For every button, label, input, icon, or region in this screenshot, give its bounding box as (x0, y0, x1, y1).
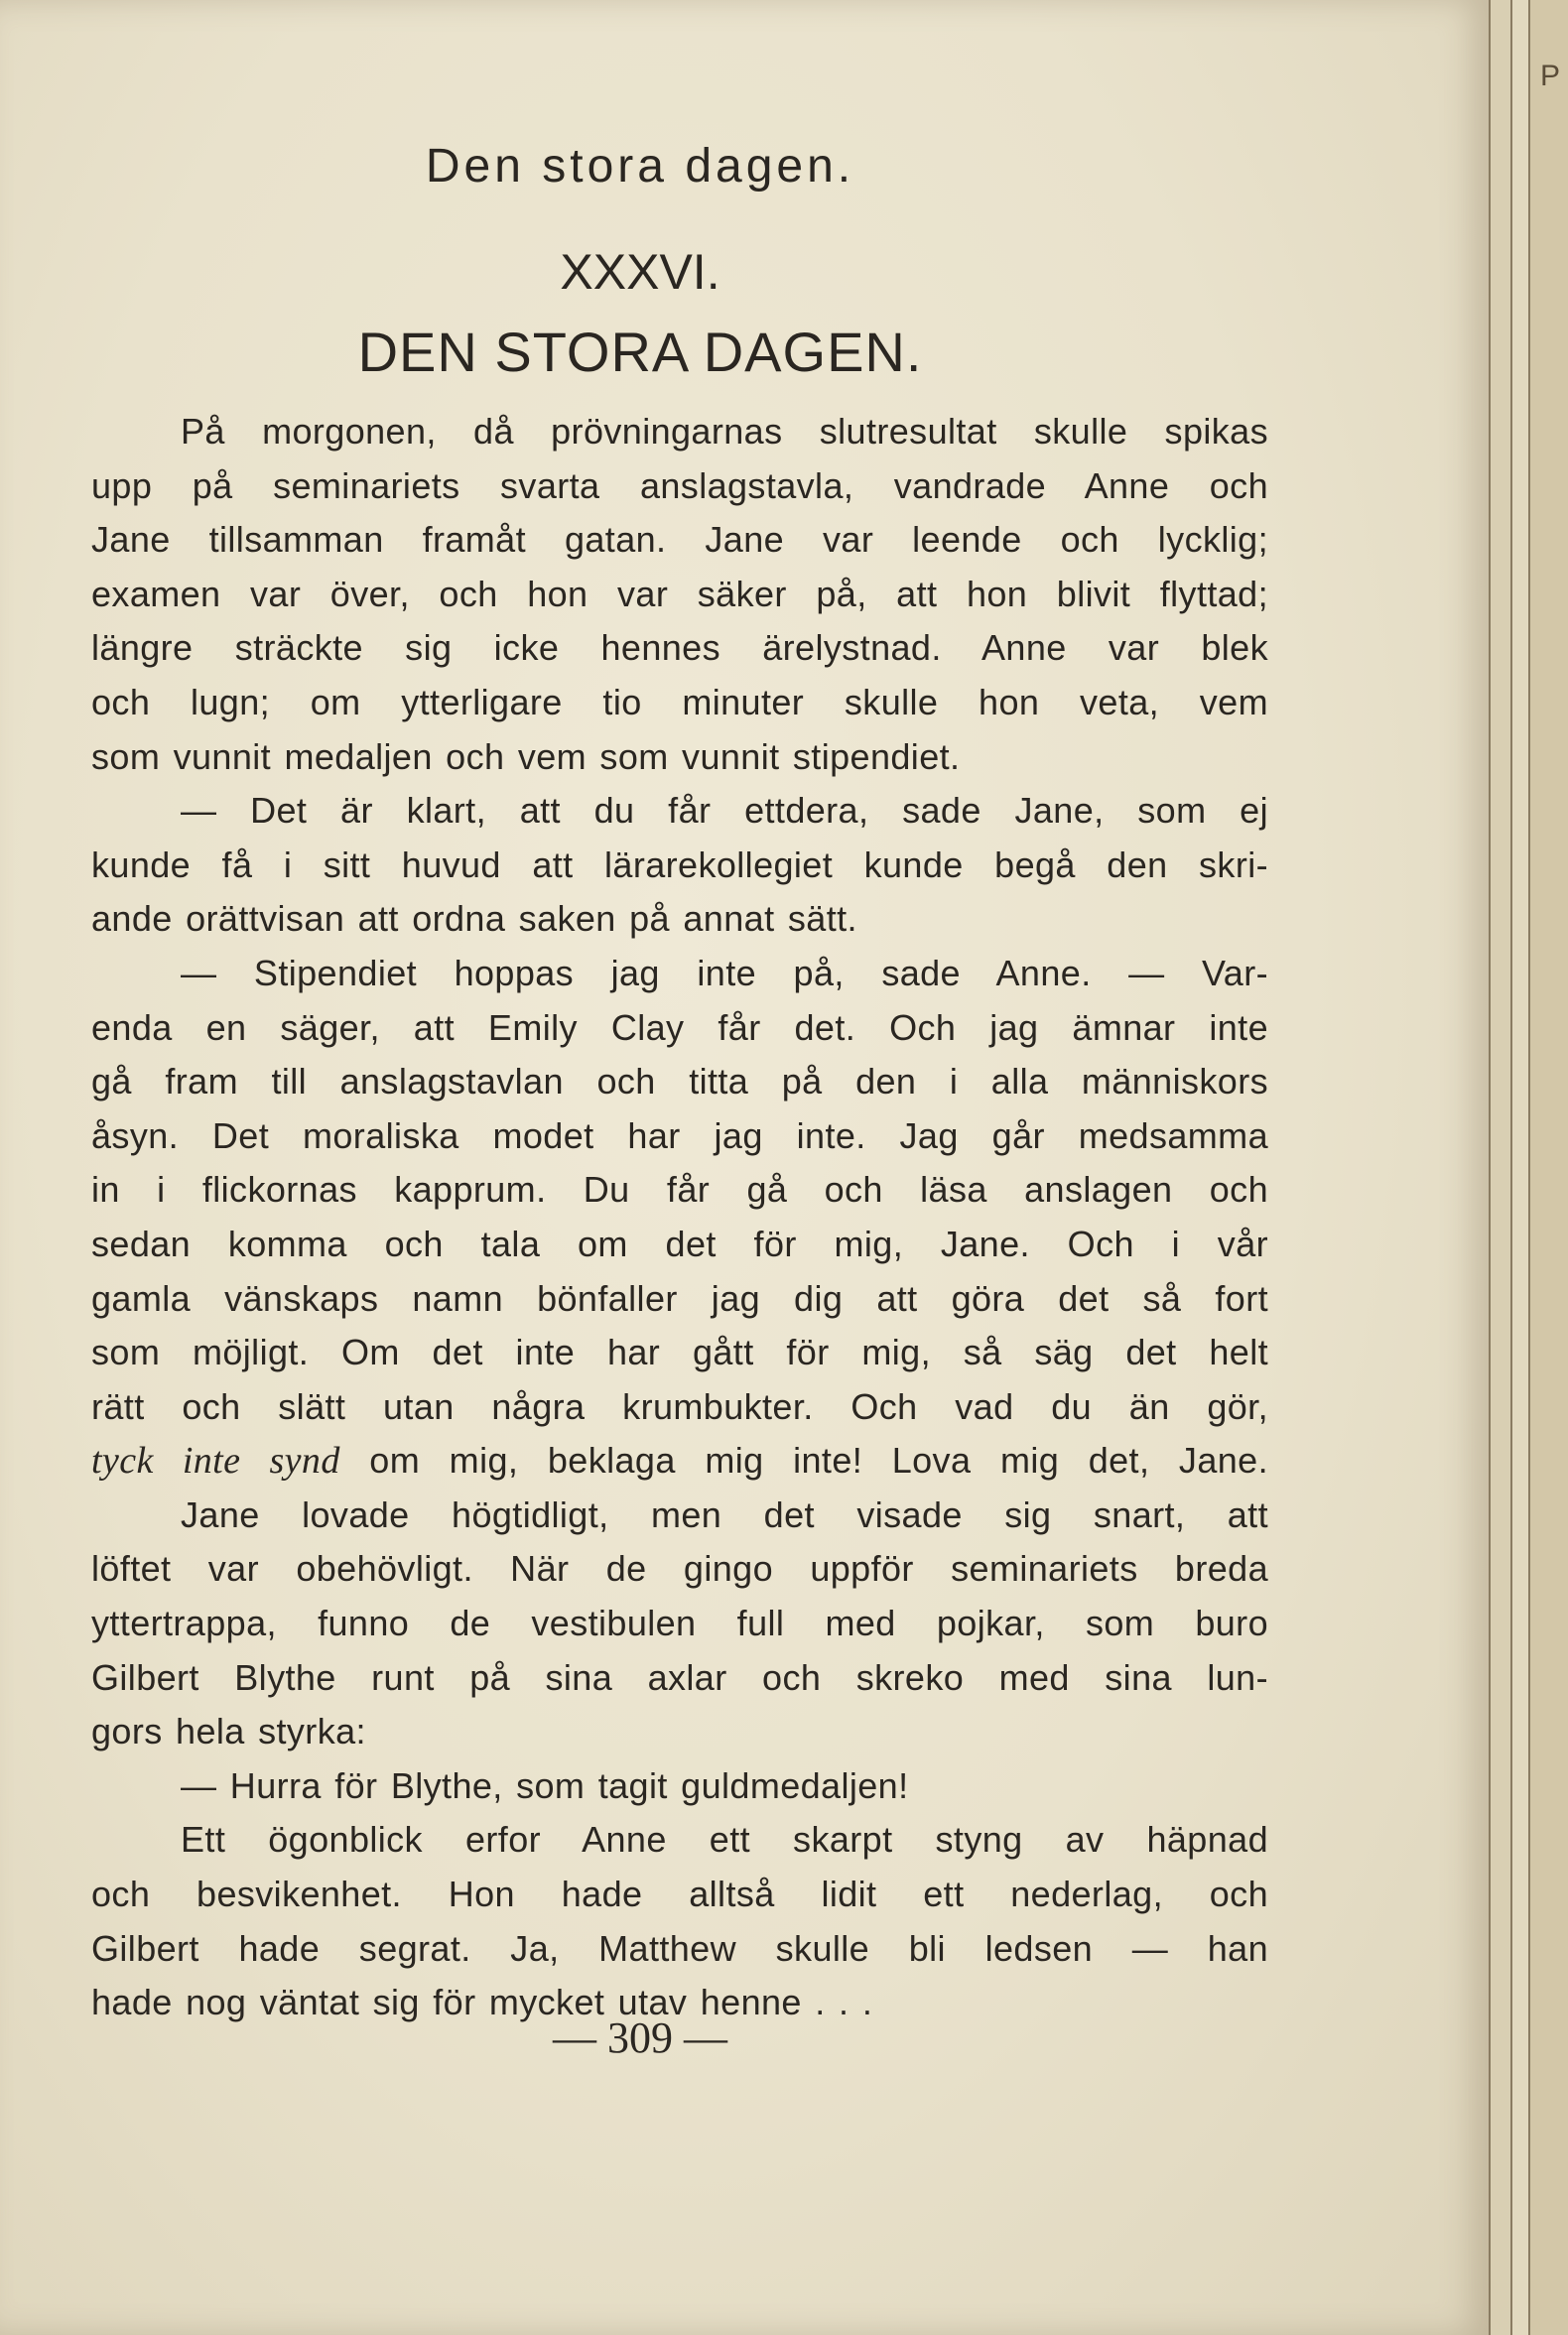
text-line: och besvikenhet. Hon hade alltså lidit ett nederlag, och (91, 1874, 1268, 1915)
text-line: gamla vänskaps namn bönfaller jag dig att göra det så fort (91, 1277, 1268, 1319)
text-line: hade nog väntat sig för mycket utav henne . . . (91, 1982, 873, 2023)
text-line: yttertrappa, funno de vestibulen full med pojkar, som buro (91, 1603, 1268, 1644)
text-line: — Hurra för Blythe, som tagit guldmedaljen! (181, 1764, 909, 1806)
text-line: in i flickornas kapprum. Du får gå och läsa anslagen och (91, 1169, 1268, 1211)
text-line: gå fram till anslagstavlan och titta på den i alla människors (91, 1061, 1268, 1103)
text-line: upp på seminariets svarta anslagstavla, vandrade Anne och (91, 464, 1268, 506)
italic-phrase: tyck inte synd (91, 1440, 340, 1483)
text-line: Ett ögonblick erfor Anne ett skarpt styng av häpnad (181, 1819, 1268, 1861)
text-line: löftet var obehövligt. När de gingo uppför seminariets breda (91, 1548, 1268, 1590)
text-line: gors hela styrka: (91, 1711, 366, 1752)
body-text (91, 405, 1268, 2030)
text-line: Jane lovade högtidligt, men det visade sig snart, att (181, 1493, 1268, 1535)
page-number: — 309 — (553, 2013, 727, 2062)
text-line: Gilbert hade segrat. Ja, Matthew skulle bli ledsen — han (91, 1927, 1268, 1969)
chapter-title: DEN STORA DAGEN. (357, 321, 923, 383)
text-line: kunde få i sitt huvud att lärarekollegiet kunde begå den skri- (91, 843, 1268, 885)
running-head: Den stora dagen. (425, 140, 855, 193)
text-line: sedan komma och tala om det för mig, Jane. Och i vår (91, 1223, 1268, 1264)
text-line: längre sträckte sig icke hennes ärelystnad. Anne var blek (91, 627, 1268, 669)
text-line: ande orättvisan att ordna saken på annat sätt. (91, 898, 857, 940)
edge-mark: P (1540, 60, 1561, 92)
text-line: som vunnit medaljen och vem som vunnit stipendiet. (91, 735, 961, 777)
text-line: åsyn. Det moraliska modet har jag inte. Jag går medsamma (91, 1114, 1268, 1156)
text-line: enda en säger, att Emily Clay får det. Och jag ämnar inte (91, 1006, 1268, 1048)
text-line: På morgonen, då prövningarnas slutresultat skulle spikas (181, 411, 1268, 452)
text-line-italic (91, 1434, 1268, 1489)
text-line: och lugn; om ytterligare tio minuter skulle hon veta, vem (91, 681, 1268, 722)
text-line: — Stipendiet hoppas jag inte på, sade Anne. — Var- (181, 952, 1268, 993)
text-line: examen var över, och hon var säker på, att hon blivit flyttad; (91, 573, 1268, 614)
chapter-number: XXXVI. (560, 244, 720, 300)
page-edge (1489, 0, 1512, 2335)
text-line: — Det är klart, att du får ettdera, sade Jane, som ej (181, 790, 1268, 832)
page-edge (1510, 0, 1530, 2335)
page-edge (1528, 0, 1568, 2335)
text-fragment: om mig, beklaga mig inte! Lova mig det, Jane. (339, 1440, 1268, 1482)
text-line: Jane tillsamman framåt gatan. Jane var leende och lycklig; (91, 519, 1268, 561)
text-line: Gilbert Blythe runt på sina axlar och skreko med sina lun- (91, 1656, 1268, 1698)
text-line: rätt och slätt utan några krumbukter. Och vad du än gör, (91, 1385, 1268, 1427)
text-line: som möjligt. Om det inte har gått för mig, så säg det helt (91, 1332, 1268, 1373)
